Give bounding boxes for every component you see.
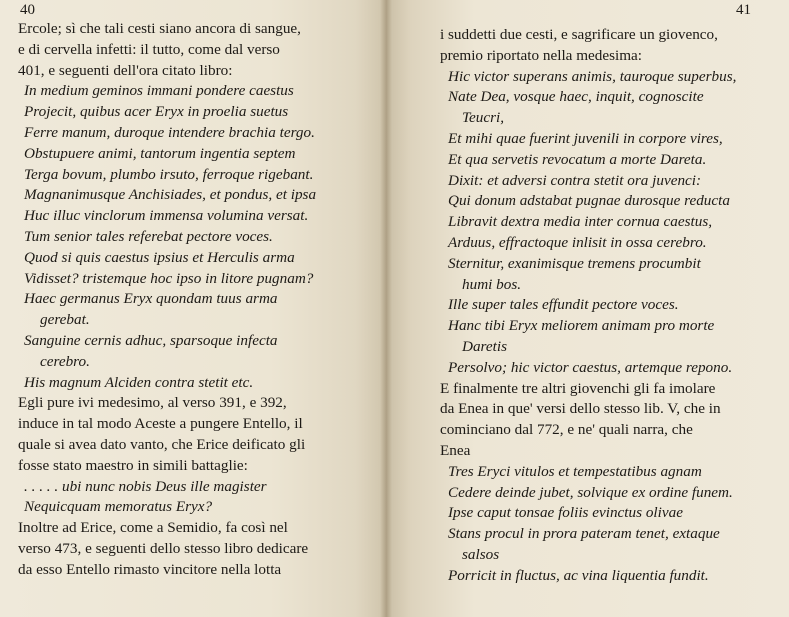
verse-line: Stans procul in prora pateram tenet, extaque [448, 525, 720, 543]
verse-line: Quod si quis caestus ipsius et Herculis arma [24, 248, 295, 266]
verse-line: Daretis [462, 337, 507, 355]
text-line: Egli pure ivi medesimo, al verso 391, e 392, [18, 394, 287, 412]
verse-line: humi bos. [462, 275, 522, 293]
verse-line: Ille super tales effundit pectore voces. [448, 296, 679, 314]
verse-line: Arduus, effractoque inlisit in ossa cerebro. [448, 233, 707, 251]
text-line: fosse stato maestro in simili battaglie: [18, 456, 248, 474]
verse-line: Teucri, [462, 109, 505, 127]
text-line: premio riportato nella medesima: [440, 46, 643, 64]
text-line: e di cervella infetti: il tutto, come dal verso [18, 40, 280, 58]
text-line: Enea [440, 441, 471, 459]
page-number-right: 41 [736, 2, 751, 18]
verse-line: In medium geminos immani pondere caestus [24, 82, 294, 100]
verse-line: Ferre manum, duroque intendere brachia tergo. [24, 123, 315, 141]
verse-line: Nequicquam memoratus Eryx? [24, 498, 213, 516]
book-gutter [380, 0, 392, 617]
verse-line: Dixit: et adversi contra stetit ora juvenci: [448, 171, 702, 189]
verse-line: Terga bovum, plumbo irsuto, ferroque rigebant. [24, 165, 314, 183]
verse-line: Huc illuc vinclorum immensa volumina versat. [24, 207, 309, 225]
right-page [386, 0, 789, 617]
verse-line: Nate Dea, vosque haec, inquit, cognoscite [448, 88, 704, 106]
left-page [0, 0, 386, 617]
verse-line: salsos [462, 545, 500, 563]
verse-line: Haec germanus Eryx quondam tuus arma [24, 290, 278, 308]
verse-line: Hanc tibi Eryx meliorem animam pro morte [448, 317, 715, 335]
verse-line: Et mihi quae fuerint juvenili in corpore vires, [448, 129, 723, 147]
text-line: da Enea in que' versi dello stesso lib. V, che in [440, 400, 721, 418]
verse-line: Sternitur, exanimisque tremens procumbit [448, 254, 701, 272]
text-line: cominciano dal 772, e ne' quali narra, che [440, 421, 693, 439]
right-page-text [440, 25, 770, 587]
text-line: E finalmente tre altri giovenchi gli fa imolare [440, 379, 716, 397]
left-page-text [18, 19, 338, 581]
page-number-left: 40 [20, 2, 35, 18]
verse-line: Tres Eryci vitulos et tempestatibus agnam [448, 462, 702, 480]
verse-line: Sanguine cernis adhuc, sparsoque infecta [24, 331, 278, 349]
text-line: Inoltre ad Erice, come a Semidio, fa così nel [18, 519, 288, 537]
verse-line: cerebro. [40, 352, 90, 370]
verse-line: Porricit in fluctus, ac vina liquentia fundit. [448, 566, 709, 584]
verse-line: Hic victor superans animis, tauroque superbus, [448, 67, 737, 85]
verse-line: His magnum Alciden contra stetit etc. [24, 373, 254, 391]
verse-line: Obstupuere animi, tantorum ingentia septem [24, 144, 296, 162]
text-line: induce in tal modo Aceste a pungere Entello, il [18, 415, 303, 433]
verse-line: gerebat. [40, 311, 90, 329]
verse-line: Projecit, quibus acer Eryx in proelia suetus [24, 103, 289, 121]
text-line: Ercole; sì che tali cesti siano ancora di sangue, [18, 20, 301, 37]
text-line: 401, e seguenti dell'ora citato libro: [18, 61, 233, 79]
verse-line: Vidisset? tristemque hoc ipso in litore pugnam? [24, 269, 314, 287]
verse-line: Magnanimusque Anchisiades, et pondus, et ipsa [24, 186, 317, 204]
verse-line: . . . . . ubi nunc nobis Deus ille magister [24, 477, 267, 495]
verse-line: Ipse caput tonsae foliis evinctus olivae [448, 504, 683, 522]
verse-line: Cedere deinde jubet, solvique ex ordine funem. [448, 483, 733, 501]
verse-line: Qui donum adstabat pugnae durosque reducta [448, 192, 730, 210]
text-line: verso 473, e seguenti dello stesso libro dedicare [18, 539, 309, 557]
verse-line: Tum senior tales referebat pectore voces. [24, 227, 273, 245]
text-line: da esso Entello rimasto vincitore nella lotta [18, 560, 282, 578]
verse-line: Persolvo; hic victor caestus, artemque repono. [448, 358, 733, 376]
verse-line: Et qua servetis revocatum a morte Dareta. [448, 150, 707, 168]
text-line: i suddetti due cesti, e sagrificare un giovenco, [440, 26, 718, 43]
verse-line: Libravit dextra media inter cornua caestus, [448, 213, 713, 231]
text-line: quale si avea dato vanto, che Erice deificato gli [18, 435, 306, 453]
